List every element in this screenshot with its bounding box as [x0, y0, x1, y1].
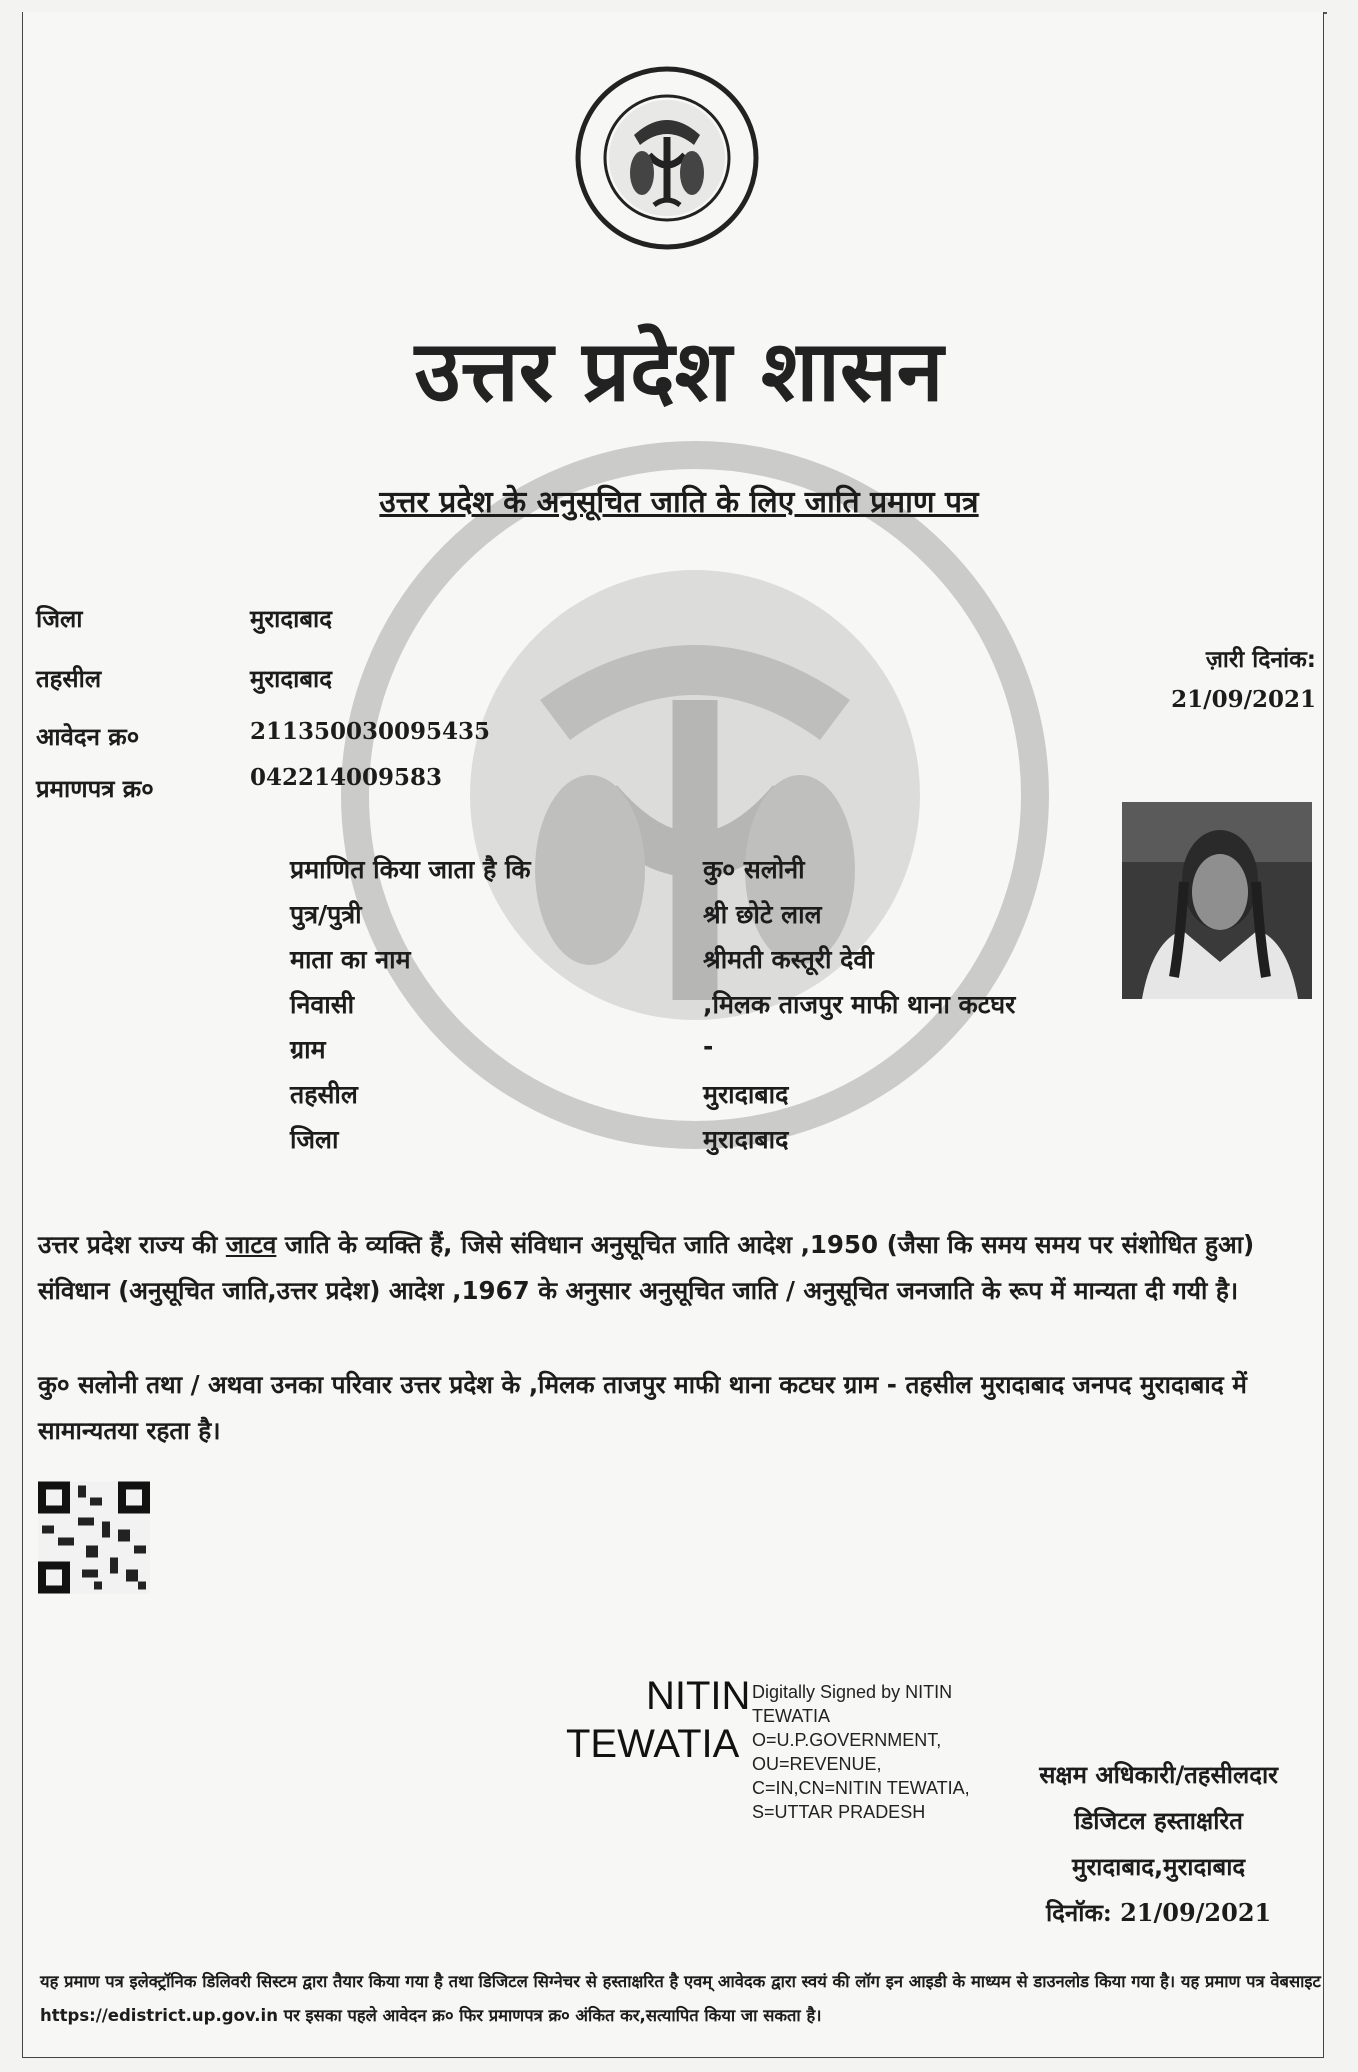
certify-value-1: श्री छोटे लाल: [703, 900, 822, 929]
footer-note: यह प्रमाण पत्र इलेक्ट्रॉनिक डिलिवरी सिस्टम द्वारा तैयार किया गया है तथा डिजिटल सिग्नेचर से हस्ताक्षरित है एवम् आवेदक द्वारा स्वयं की लॉग इन आइडी के माध्यम से डाउनलोड किया गया है। यह प्रमाण पत्र वेबसाइट https://edistrict.up.gov.in पर इसका पहले आवेदन क्र० फिर प्रमाणपत्र क्र० अंकित कर,सत्यापित किया जा सकता है।: [40, 1972, 1321, 2025]
application-number: 211350030095435: [250, 718, 491, 745]
signer-name-line1: NITIN: [646, 1674, 751, 1718]
certify-label-4: ग्राम: [290, 1035, 326, 1064]
caste-statement-a: उत्तर प्रदेश राज्य की: [38, 1230, 226, 1259]
authority-block: [1039, 1752, 1278, 1936]
certify-label-2: माता का नाम: [290, 945, 411, 974]
tehsil-label: तहसील: [36, 665, 102, 693]
authority-date: दिनॉक: 21/09/2021: [1045, 1898, 1272, 1927]
page-title: उत्तर प्रदेश शासन: [414, 321, 944, 420]
district-label: जिला: [36, 605, 83, 633]
residence-statement: कु० सलोनी तथा / अथवा उनका परिवार उत्तर प्रदेश के ,मिलक ताजपुर माफी थाना कटघर ग्राम - तहसील मुरादाबाद जनपद मुरादाबाद में सामान्यतया रहता है।: [38, 1370, 1247, 1445]
certify-value-2: श्रीमती कस्तूरी देवी: [703, 945, 874, 974]
certify-value-0: कु० सलोनी: [703, 855, 805, 884]
authority-digital: डिजिटल हस्ताक्षरित: [1074, 1807, 1243, 1835]
signature-details: Digitally Signed by NITIN TEWATIA O=U.P.GOVERNMENT, OU=REVENUE, C=IN,CN=NITIN TEWATIA, S=UTTAR PRADESH: [752, 1682, 970, 1822]
authority-title: सक्षम अधिकारी/तहसीलदार: [1039, 1761, 1278, 1789]
watermark-emblem-icon: [340, 440, 1050, 1150]
issue-date-block: [1171, 640, 1316, 720]
certificate-subtitle: उत्तर प्रदेश के अनुसूचित जाति के लिए जाति प्रमाण पत्र: [379, 485, 979, 520]
certify-value-5: मुरादाबाद: [703, 1080, 789, 1109]
caste-statement: [38, 1222, 1308, 1314]
state-emblem-icon: [574, 65, 760, 251]
certify-value-3: ,मिलक ताजपुर माफी थाना कटघर: [703, 990, 1016, 1019]
certify-label-3: निवासी: [290, 990, 355, 1019]
certify-value-6: मुरादाबाद: [703, 1125, 789, 1154]
signer-name-line2: TEWATIA: [566, 1722, 740, 1766]
certify-label-0: प्रमाणित किया जाता है कि: [290, 855, 531, 884]
district-value: मुरादाबाद: [250, 605, 333, 633]
caste-statement-b: जाति के व्यक्ति हैं, जिसे संविधान अनुसूचित जाति आदेश ,1950 (जैसा कि समय समय पर संशोधित हुआ) संविधान (अनुसूचित जाति,उत्तर प्रदेश) आदेश ,1967 के अनुसार अनुसूचित जाति / अनुसूचित जनजाति के रूप में मान्यता दी गयी है।: [38, 1230, 1255, 1305]
certificate-label: प्रमाणपत्र क्र०: [36, 775, 154, 803]
certify-label-6: जिला: [290, 1125, 339, 1154]
authority-place: मुरादाबाद,मुरादाबाद: [1072, 1853, 1246, 1881]
qr-code-icon: [38, 1480, 150, 1595]
issue-date-label: ज़ारी दिनांक:: [1205, 647, 1316, 673]
issue-date-value: 21/09/2021: [1171, 686, 1316, 713]
application-label: आवेदन क्र०: [36, 723, 140, 751]
applicant-photo: [1122, 802, 1312, 999]
certificate-number: 042214009583: [250, 764, 443, 791]
certify-label-1: पुत्र/पुत्री: [290, 900, 362, 929]
certify-label-5: तहसील: [290, 1080, 358, 1109]
caste-name: जाटव: [225, 1230, 277, 1259]
tehsil-value: मुरादाबाद: [250, 665, 333, 693]
certify-value-4: -: [703, 1032, 714, 1061]
